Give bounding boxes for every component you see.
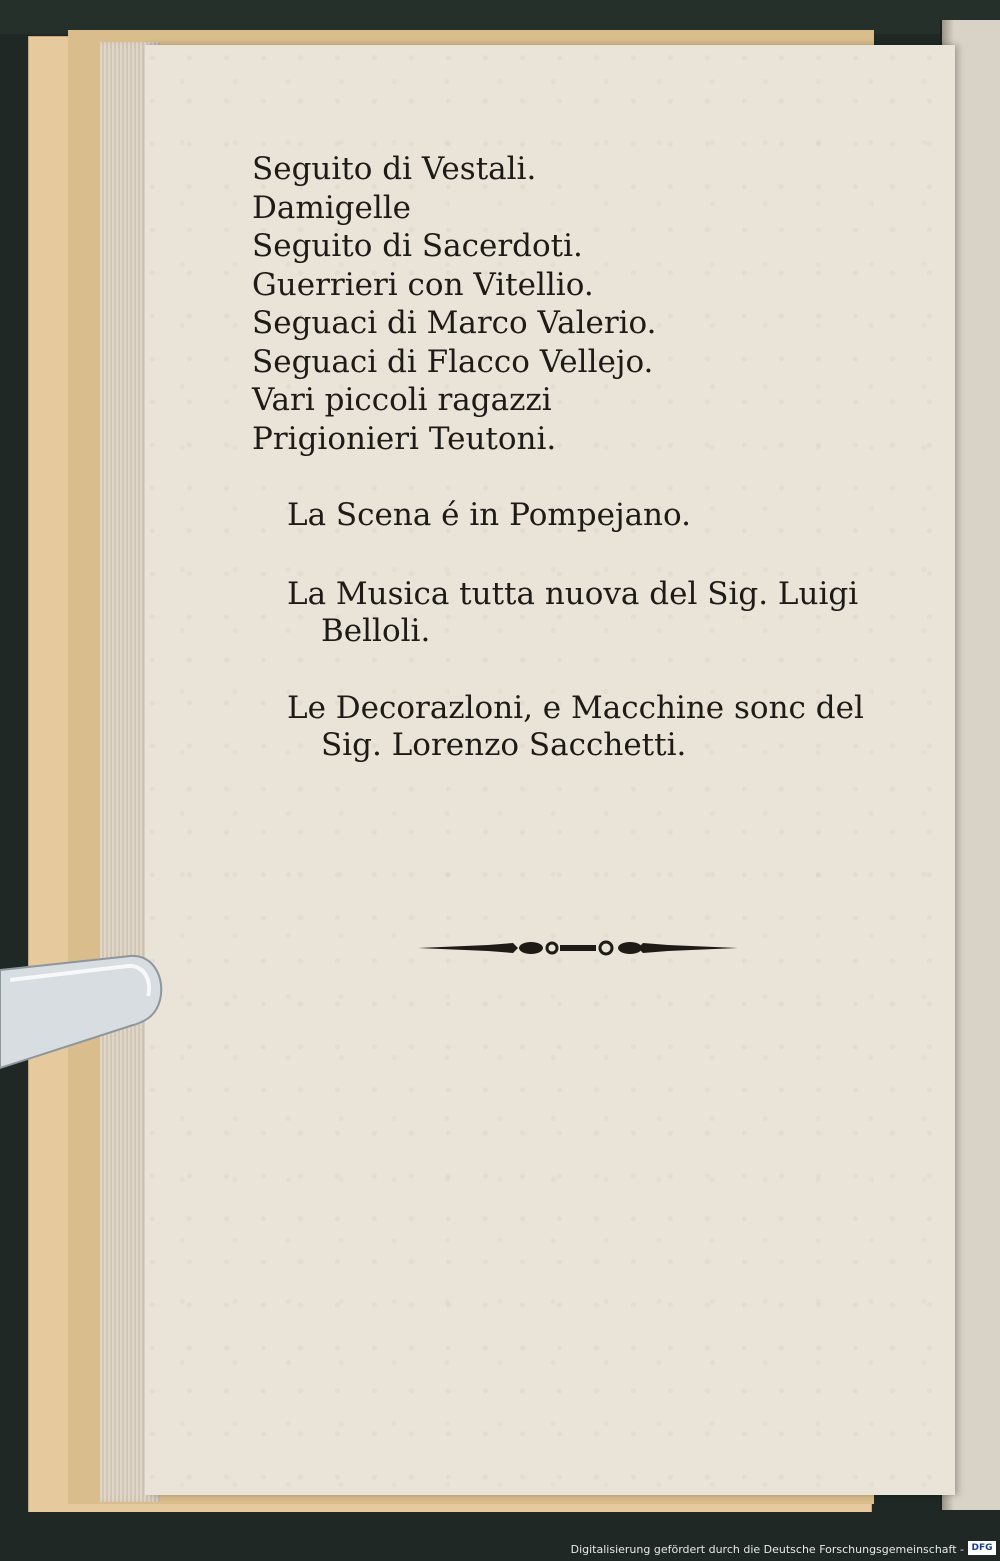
scanner-background-top — [0, 0, 1000, 34]
decor-note: Le Decorazloni, e Macchine sonc del Sig. Lorenzo Sacchetti. — [287, 690, 864, 763]
music-note: La Musica tutta nuova del Sig. Luigi Belloli. — [287, 576, 859, 649]
cast-line: Damigelle — [252, 189, 412, 226]
cast-list — [252, 150, 892, 458]
cast-line: Seguito di Vestali. — [252, 151, 537, 187]
dfg-logo: DFG — [968, 1541, 996, 1555]
page-clip-icon — [0, 950, 180, 1070]
cast-line: Seguito di Sacerdoti. — [252, 228, 583, 264]
footer-credit: Digitalisierung gefördert durch die Deutsche Forschungsgemeinschaft - — [570, 1543, 964, 1556]
cast-line: Seguaci di Marco Valerio. — [252, 305, 657, 341]
cast-line: Prigionieri Teutoni. — [252, 420, 557, 457]
ornament-divider-icon — [418, 936, 738, 960]
cast-line: Guerrieri con Vitellio. — [252, 266, 594, 303]
cast-line: Seguaci di Flacco Vellejo. — [252, 343, 654, 380]
cast-line: Vari piccoli ragazzi — [252, 382, 552, 418]
scene-note: La Scena é in Pompejano. — [287, 497, 691, 533]
